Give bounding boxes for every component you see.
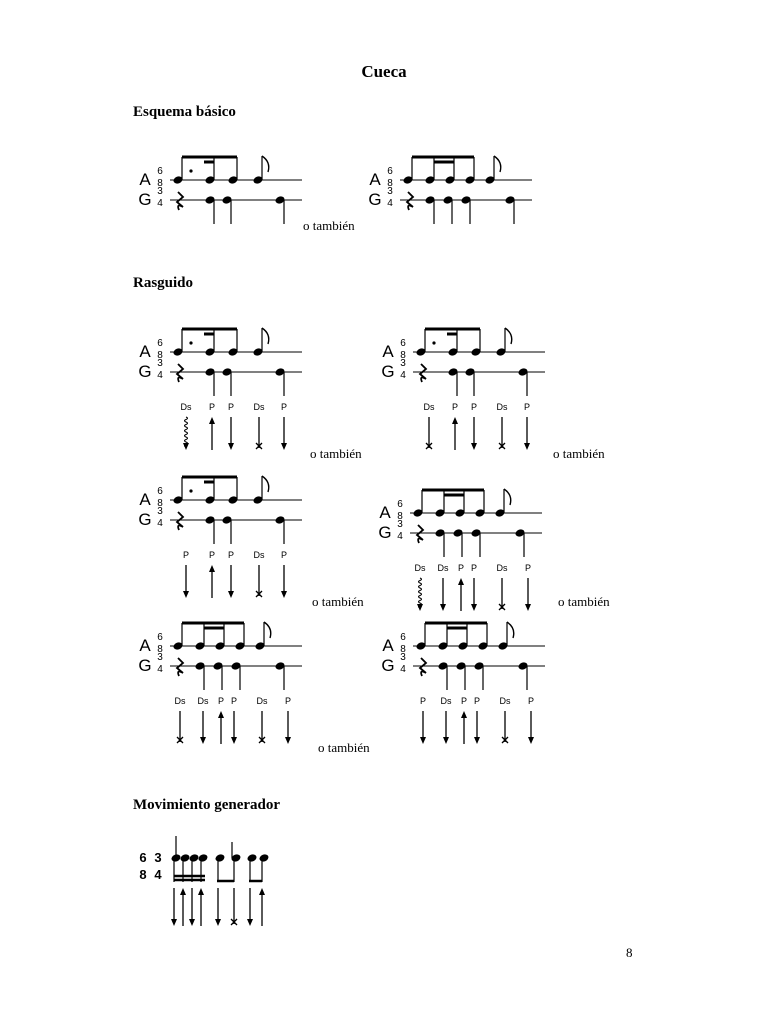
- arrowhead-down-icon: [524, 443, 530, 450]
- generator-time-top: 3: [154, 850, 162, 865]
- eighth-flag-icon: [494, 156, 501, 172]
- row-a-letter: A: [139, 170, 151, 189]
- quarter-rest-icon: [420, 658, 426, 676]
- arrowhead-up-icon: [461, 711, 467, 718]
- quarter-rest-icon: [177, 364, 183, 382]
- stroke-label: P: [227, 550, 235, 560]
- stroke-label: P: [208, 402, 216, 412]
- stroke-label: P: [473, 696, 481, 706]
- row-g-letter: G: [381, 362, 395, 381]
- arrowhead-down-icon: [215, 919, 221, 926]
- time-a-top: 6: [157, 486, 163, 497]
- time-a-bottom: 8: [400, 350, 406, 361]
- time-a-bottom: 8: [157, 350, 163, 361]
- stroke-label: Ds: [180, 402, 192, 412]
- page-number: 8: [626, 945, 633, 960]
- generator-time-bottom: 8: [139, 867, 147, 882]
- stroke-label: P: [182, 550, 190, 560]
- stroke-label: P: [419, 696, 427, 706]
- row-a-letter: A: [139, 342, 151, 361]
- arrowhead-down-icon: [183, 443, 189, 450]
- arrowhead-up-icon: [198, 888, 204, 895]
- time-g-top: 3: [157, 186, 163, 197]
- row-g-letter: G: [138, 190, 152, 209]
- stroke-label: Ds: [496, 563, 508, 573]
- row-g-letter: G: [381, 656, 395, 675]
- stroke-label: P: [457, 563, 465, 573]
- alt-label: o también: [310, 446, 362, 461]
- stroke-label: P: [470, 563, 478, 573]
- arrowhead-down-icon: [443, 737, 449, 744]
- row-a-letter: A: [139, 636, 151, 655]
- time-g-top: 3: [157, 506, 163, 517]
- eighth-flag-icon: [505, 328, 512, 344]
- stroke-label: P: [227, 402, 235, 412]
- arrowhead-down-icon: [281, 591, 287, 598]
- quarter-rest-icon: [417, 525, 423, 543]
- time-g-top: 3: [397, 519, 403, 530]
- rasguido-pattern-3: [130, 470, 320, 605]
- page-title: Cueca: [361, 62, 407, 81]
- alt-label: o también: [553, 446, 605, 461]
- rasguido-pattern-4: [370, 483, 560, 618]
- stroke-label: Ds: [440, 696, 452, 706]
- basic-scheme-2: [360, 150, 550, 230]
- time-g-bottom: 4: [157, 664, 163, 675]
- time-g-bottom: 4: [157, 518, 163, 529]
- arrowhead-up-icon: [209, 417, 215, 424]
- augmentation-dot: [189, 489, 192, 492]
- stroke-label: Ds: [253, 550, 265, 560]
- augmentation-dot: [432, 341, 435, 344]
- notehead: [189, 853, 200, 863]
- time-g-bottom: 4: [397, 531, 403, 542]
- stroke-label: P: [280, 550, 288, 560]
- generator-time-bottom: 4: [154, 867, 162, 882]
- arrowhead-down-icon: [200, 737, 206, 744]
- alt-label: o también: [312, 594, 364, 609]
- notehead: [198, 853, 209, 863]
- row-a-letter: A: [382, 636, 394, 655]
- arrowhead-down-icon: [528, 737, 534, 744]
- time-a-top: 6: [387, 166, 393, 177]
- notehead: [247, 853, 258, 863]
- eighth-flag-icon: [507, 622, 514, 638]
- row-g-letter: G: [138, 362, 152, 381]
- time-a-top: 6: [400, 632, 406, 643]
- rasguido-pattern-2: [373, 322, 563, 457]
- arrowhead-up-icon: [259, 888, 265, 895]
- stroke-label: Ds: [423, 402, 435, 412]
- eighth-flag-icon: [262, 328, 269, 344]
- stroke-label: P: [460, 696, 468, 706]
- time-g-top: 3: [157, 358, 163, 369]
- row-a-letter: A: [369, 170, 381, 189]
- time-g-bottom: 4: [157, 198, 163, 209]
- arrowhead-down-icon: [189, 919, 195, 926]
- time-g-bottom: 4: [400, 370, 406, 381]
- time-a-bottom: 8: [397, 511, 403, 522]
- stroke-label: P: [284, 696, 292, 706]
- arrowhead-down-icon: [183, 591, 189, 598]
- quarter-rest-icon: [177, 192, 183, 210]
- time-g-bottom: 4: [400, 664, 406, 675]
- arpeggio-wavy-arrow: [185, 417, 188, 447]
- stroke-label: Ds: [414, 563, 426, 573]
- arrowhead-down-icon: [247, 919, 253, 926]
- augmentation-dot: [189, 169, 192, 172]
- stroke-label: P: [230, 696, 238, 706]
- section-rasguido-heading: Rasguido: [133, 275, 194, 291]
- time-a-bottom: 8: [387, 178, 393, 189]
- time-g-top: 3: [387, 186, 393, 197]
- time-a-top: 6: [157, 166, 163, 177]
- stroke-label: Ds: [253, 402, 265, 412]
- arrowhead-up-icon: [458, 578, 464, 585]
- alt-label: o también: [303, 218, 355, 233]
- stroke-label: P: [451, 402, 459, 412]
- stroke-label: Ds: [256, 696, 268, 706]
- eighth-flag-icon: [262, 156, 269, 172]
- stroke-label: P: [527, 696, 535, 706]
- section-movimiento-heading: Movimiento generador: [133, 797, 281, 813]
- arrowhead-down-icon: [281, 443, 287, 450]
- row-a-letter: A: [139, 490, 151, 509]
- time-g-bottom: 4: [157, 370, 163, 381]
- arrowhead-down-icon: [228, 591, 234, 598]
- quarter-rest-icon: [407, 192, 413, 210]
- time-a-bottom: 8: [157, 178, 163, 189]
- time-g-top: 3: [400, 652, 406, 663]
- arrowhead-down-icon: [231, 737, 237, 744]
- quarter-rest-icon: [177, 512, 183, 530]
- stroke-label: P: [470, 402, 478, 412]
- time-g-bottom: 4: [387, 198, 393, 209]
- stroke-label: Ds: [174, 696, 186, 706]
- arrowhead-down-icon: [474, 737, 480, 744]
- augmentation-dot: [189, 341, 192, 344]
- stroke-label: Ds: [437, 563, 449, 573]
- time-a-top: 6: [157, 632, 163, 643]
- time-a-bottom: 8: [157, 498, 163, 509]
- arrowhead-down-icon: [471, 443, 477, 450]
- row-g-letter: G: [138, 510, 152, 529]
- row-g-letter: G: [368, 190, 382, 209]
- arrowhead-down-icon: [471, 604, 477, 611]
- arrowhead-down-icon: [440, 604, 446, 611]
- generator-figure: [133, 832, 283, 932]
- time-a-top: 6: [400, 338, 406, 349]
- time-a-bottom: 8: [400, 644, 406, 655]
- section-basic-heading: Esquema básico: [133, 104, 236, 120]
- stroke-label: P: [280, 402, 288, 412]
- quarter-rest-icon: [420, 364, 426, 382]
- arrowhead-down-icon: [420, 737, 426, 744]
- stroke-label: Ds: [496, 402, 508, 412]
- arpeggio-wavy-arrow: [419, 578, 422, 608]
- arrowhead-up-icon: [452, 417, 458, 424]
- rasguido-pattern-1: [130, 322, 320, 457]
- alt-label: o también: [318, 740, 370, 755]
- generator-time-top: 6: [139, 850, 147, 865]
- row-a-letter: A: [382, 342, 394, 361]
- arrowhead-up-icon: [180, 888, 186, 895]
- eighth-flag-icon: [262, 476, 269, 492]
- row-g-letter: G: [378, 523, 392, 542]
- notehead: [259, 853, 270, 863]
- arrowhead-up-icon: [218, 711, 224, 718]
- arrowhead-down-icon: [171, 919, 177, 926]
- eighth-flag-icon: [264, 622, 271, 638]
- stroke-label: P: [208, 550, 216, 560]
- stroke-label: P: [524, 563, 532, 573]
- time-a-top: 6: [397, 499, 403, 510]
- notehead: [215, 853, 226, 863]
- rasguido-pattern-5: [130, 616, 320, 751]
- eighth-flag-icon: [504, 489, 511, 505]
- stroke-label: P: [523, 402, 531, 412]
- stroke-label: Ds: [499, 696, 511, 706]
- time-g-top: 3: [157, 652, 163, 663]
- notehead: [180, 853, 191, 863]
- stroke-label: Ds: [197, 696, 209, 706]
- arrowhead-down-icon: [417, 604, 423, 611]
- arrowhead-down-icon: [228, 443, 234, 450]
- arrowhead-up-icon: [209, 565, 215, 572]
- rasguido-pattern-6: [373, 616, 563, 751]
- quarter-rest-icon: [177, 658, 183, 676]
- stroke-label: P: [217, 696, 225, 706]
- arrowhead-down-icon: [525, 604, 531, 611]
- time-a-bottom: 8: [157, 644, 163, 655]
- time-g-top: 3: [400, 358, 406, 369]
- row-g-letter: G: [138, 656, 152, 675]
- alt-label: o también: [558, 594, 610, 609]
- arrowhead-down-icon: [285, 737, 291, 744]
- time-a-top: 6: [157, 338, 163, 349]
- row-a-letter: A: [379, 503, 391, 522]
- basic-scheme-1: [130, 150, 320, 230]
